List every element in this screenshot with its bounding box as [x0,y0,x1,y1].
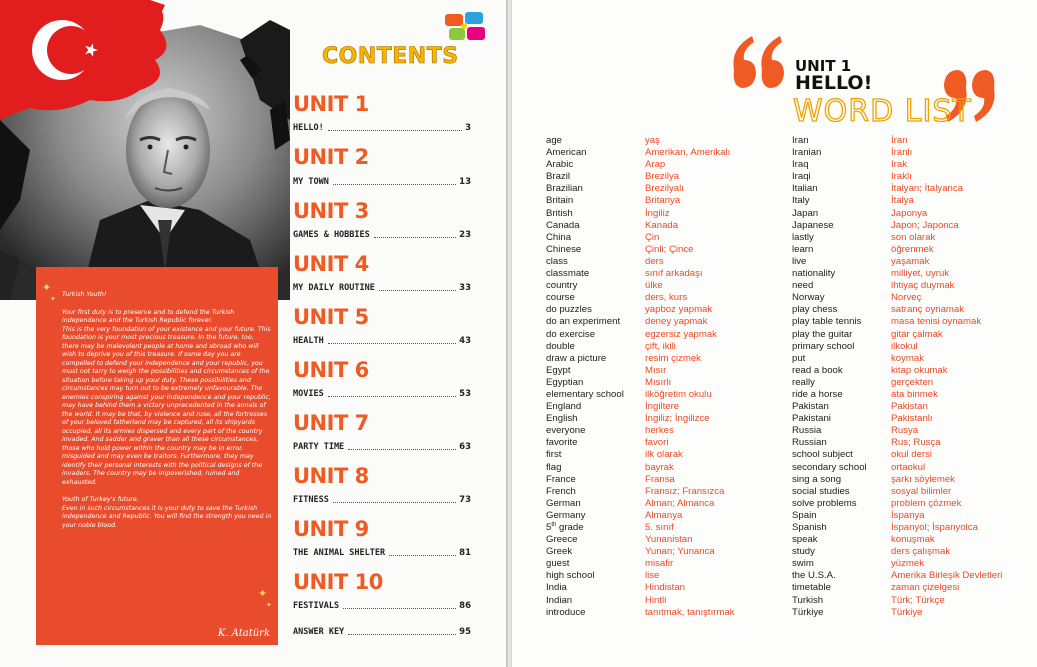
english-word: secondary school [792,461,867,473]
unit-heading: UNIT 1 [293,92,369,116]
english-word: 5th grade [546,521,584,533]
turkish-translation: problem çözmek [891,497,962,509]
turkish-translation: herkes [645,425,674,437]
english-word: Egyptian [546,376,584,388]
english-word: Britain [546,195,574,207]
turkish-translation: Pakistanlı [891,413,933,425]
turkish-translation: deney yapmak [645,316,708,328]
turkish-translation: Mısırlı [645,376,672,388]
turkish-translation: Rusya [891,425,919,437]
english-column-1 [546,135,624,619]
toc-entry-page: 81 [459,548,471,558]
english-word: England [546,401,582,413]
turkish-translation: Hintli [645,594,667,606]
toc-entry-title: MY DAILY ROUTINE [293,283,375,293]
sparkle-icon: ✦ [266,601,272,609]
english-word: live [792,255,807,267]
english-word: Russia [792,425,822,437]
turkish-translation: yaş [645,135,660,146]
turkish-translation: çift, ikili [645,340,676,352]
toc-entry-title: THE ANIMAL SHELTER [293,548,386,558]
english-word: put [792,352,806,364]
oath-paragraph: Your first duty is to preserve and to defend the Turkish independence and the Turkish Republic forever. [62,308,235,324]
english-word: really [792,376,815,388]
unit-heading: UNIT 9 [293,517,369,541]
toc-entry-title: FITNESS [293,495,329,505]
turkish-translation: Brezilya [645,171,680,183]
sparkle-icon: ✦ [258,587,268,600]
turkish-translation: ilköğretim okulu [645,388,712,400]
english-word: primary school [792,340,855,352]
english-word: Italian [792,183,818,195]
turkish-translation: Alman; Almanca [645,497,715,509]
turkish-translation: ilkokul [891,340,918,352]
toc-entry-title: PARTY TIME [293,442,345,452]
english-word: need [792,280,814,292]
turkish-translation: ata binmek [891,388,938,400]
turkish-translation: Mısır [645,364,667,376]
english-word: Iran [792,135,809,146]
turkish-translation: Amerikan, Amerikalı [645,147,731,159]
english-word: Brazilian [546,183,583,195]
english-word: Pakistan [792,401,829,413]
turkish-translation: satranç oynamak [891,304,965,316]
turkish-translation: yüzmek [891,558,925,570]
turkish-flag-image [0,0,175,125]
turkish-translation: Rus; Rusça [891,437,941,449]
turkish-translation: Yunanistan [645,534,693,546]
turkish-translation: Almanya [645,509,683,521]
english-word: Arabic [546,159,574,171]
english-word: course [546,292,575,304]
english-word: Chinese [546,243,582,255]
english-word: German [546,497,581,509]
turkish-translation: 5. sınıf [645,522,674,533]
english-word: Norway [792,292,825,304]
toc-entry-page: 3 [465,123,471,133]
turkish-translation: resim çizmek [645,352,701,364]
turkish-translation: son olarak [891,231,936,243]
turkish-translation: koymak [891,352,925,364]
toc-entry[interactable] [293,175,471,187]
turkish-translation: öğrenmek [891,243,934,255]
english-word: swim [792,558,814,570]
unit-heading: UNIT 6 [293,358,369,382]
english-word: guest [546,558,570,570]
turkish-translation: ihtiyaç duymak [891,280,955,292]
toc-entry[interactable] [293,599,471,611]
english-word: Spanish [792,522,827,533]
turkish-translation: İngiliz; İngilizce [645,413,710,425]
english-word: play chess [792,304,838,316]
turkish-translation: okul dersi [891,449,933,461]
english-word: social studies [792,485,850,497]
turkish-translation: misafir [645,558,674,570]
turkish-translation: İran [891,135,908,146]
turkish-translation: gerçekten [891,376,934,388]
english-word: age [546,135,563,146]
toc-entry[interactable] [293,334,471,346]
english-word: introduce [546,606,586,618]
turkish-translation: sosyal bilimler [891,485,952,497]
toc-entry-page: 13 [459,177,471,187]
english-word: Egypt [546,364,571,376]
turkish-translation: İspanyol; İspanyolca [891,522,978,533]
unit-heading: UNIT 3 [293,199,369,223]
english-word: Iraq [792,159,809,171]
english-word: Japan [792,207,819,219]
turkish-translation: İtalyan; İtalyanca [891,183,963,195]
english-word: Türkiye [792,606,824,618]
english-word: British [546,207,573,219]
english-word: country [546,280,578,292]
toc-entry-page: 63 [459,442,471,452]
english-word: classmate [546,268,590,280]
toc-entry-title: MY TOWN [293,177,329,187]
unit-heading: UNIT 8 [293,464,369,488]
english-word: do puzzles [546,304,592,316]
english-word: Greek [546,546,573,558]
unit-heading: UNIT 2 [293,145,369,169]
english-word: do exercise [546,328,596,340]
english-word: Pakistani [792,413,831,425]
english-word: flag [546,461,562,473]
english-word: do an experiment [546,316,621,328]
turkish-translation: Japon; Japonca [891,219,959,231]
english-column-2 [792,135,867,619]
english-word: Greece [546,534,578,546]
toc-entry-title: MOVIES [293,389,324,399]
english-word: high school [546,570,595,582]
toc-entry-title: HEALTH [293,336,324,346]
turkish-translation: Irak [891,159,907,171]
turkish-translation: tanıtmak, tanıştırmak [645,606,735,618]
unit-title: HELLO! [795,72,873,94]
turkish-translation: Fransa [645,473,675,485]
oath-paragraph: This is the very foundation of your existence and your future. This foundation is your most precious treasure. In the future, too, there may be malevolent people at home and abroad who will wish to deprive you of this treasure. If some day you are compelled to defend your independence and your republic, you must not tarry to weigh the possibilities and circumstances of the situation before taking up your duty. These possibilities and circumstances may turn out to be extremely unfavourable. The enemies conspiring against your independence and your republic, may have behind them a victory unprecedented in the annals of the world. It may be that, by violence and ruse, all the fortresses of your beloved fatherland may be captured, all its shipyards occupied, all its armies dispersed and every part of the country invaded. And sadder and graver than all these circumstances, those who hold power within the country may be in error, misguided and may even be traitors. Furthermore, they may identify their personal interests with the political designs of the invaders. The country may be impoverished, ruined and exhausted. [62,325,271,486]
toc-entry[interactable] [293,281,471,293]
turkish-translation: Çin [645,231,660,243]
sparkle-icon: ✦ [50,295,56,303]
english-word: play table tennis [792,316,862,328]
sparkle-icon: ✦ [42,281,52,294]
turkish-translation: Brezilyalı [645,183,684,195]
turkish-translation: masa tenisi oynamak [891,316,982,328]
turkish-translation: Çinli; Çince [645,243,694,255]
right-page [512,0,1037,667]
toc-entry[interactable] [293,121,471,133]
english-word: learn [792,243,814,255]
turkish-translation: Iraklı [891,171,912,183]
english-word: Spain [792,509,817,521]
turkish-translation: Arap [645,159,666,171]
turkish-translation: zaman çizelgesi [891,582,960,594]
english-word: study [792,546,815,558]
more-and-more-logo [443,10,487,44]
english-word: class [546,255,568,267]
turkish-translation: konuşmak [891,534,935,546]
toc-entry-page: 86 [459,601,471,611]
oath-paragraph: Even in such circumstances it is your duty to save the Turkish independence and Republic. You will find the strength you need in your noble blood. [62,504,272,529]
english-word: first [546,449,562,461]
english-word: Indian [546,594,573,606]
turkish-translation: İtalya [891,195,914,207]
unit-heading: UNIT 10 [293,570,383,594]
toc-entry-title: FESTIVALS [293,601,340,611]
turkish-column-1 [645,135,735,619]
english-word: school subject [792,449,853,461]
turkish-translation: Kanada [645,219,679,231]
oath-paragraph: Youth of Turkey's future, [62,496,139,503]
turkish-translation: ortaokul [891,461,926,473]
english-word: double [546,340,575,352]
turkish-translation: Türk; Türkçe [891,594,945,606]
english-word: play the guitar [792,328,853,340]
english-word: ride a horse [792,388,843,400]
turkish-translation: ülke [645,280,663,292]
english-word: solve problems [792,497,857,509]
turkish-translation: ders [645,255,664,267]
unit-heading: UNIT 7 [293,411,369,435]
toc-entry[interactable] [293,493,471,505]
english-word: India [546,582,567,594]
ataturk-signature: K. Atatürk [217,628,270,639]
unit-heading: UNIT 4 [293,252,369,276]
ataturk-address-to-youth-box [36,267,278,645]
toc-entry-title: HELLO! [293,123,324,133]
toc-entry[interactable] [293,387,471,399]
toc-entry-page: 95 [459,627,471,637]
english-word: favorite [546,437,578,449]
english-word: France [546,473,576,485]
english-word: Germany [546,509,586,521]
turkish-translation: favori [645,437,669,449]
turkish-translation: bayrak [645,461,674,473]
english-word: elementary school [546,388,624,400]
english-word: nationality [792,268,836,280]
turkish-translation: Yunan; Yunanca [645,546,715,558]
english-word: China [546,231,572,243]
turkish-translation: sınıf arkadaşı [645,268,703,280]
turkish-translation: İspanya [891,509,925,521]
english-word: Japanese [792,219,834,231]
turkish-translation: yapboz yapmak [645,304,713,316]
english-word: the U.S.A. [792,570,836,582]
turkish-translation: Fransız; Fransızca [645,485,725,497]
left-page [0,0,506,667]
turkish-translation: Japonya [891,207,928,219]
turkish-translation: Britanya [645,195,681,207]
english-word: Canada [546,219,580,231]
turkish-translation: ders, kurs [645,292,688,304]
english-word: read a book [792,364,843,376]
toc-entry[interactable] [293,228,471,240]
turkish-translation: Hindistan [645,582,685,594]
turkish-translation: İngiltere [645,401,680,413]
toc-entry-title: ANSWER KEY [293,627,345,637]
turkish-translation: ders çalışmak [891,546,951,558]
word-list-title: WORD LIST [793,94,972,129]
english-word: French [546,485,576,497]
english-word: everyone [546,425,586,437]
unit-label: UNIT 1 [795,57,852,75]
turkish-translation: şarkı söylemek [891,473,955,485]
turkish-column-2 [891,135,1002,619]
turkish-translation: Pakistan [891,401,928,413]
turkish-translation: lise [645,570,660,582]
turkish-translation: ilk olarak [645,449,683,461]
english-word: draw a picture [546,352,607,364]
english-word: Italy [792,195,810,207]
turkish-translation: İranlı [891,147,913,159]
toc-entry-page: 43 [459,336,471,346]
english-word: speak [792,534,818,546]
turkish-translation: milliyet, uyruk [891,268,950,280]
english-word: sing a song [792,473,842,485]
contents-title: CONTENTS [322,44,459,69]
turkish-translation: kitap okumak [891,364,948,376]
toc-entry-page: 23 [459,230,471,240]
unit-heading: UNIT 5 [293,305,369,329]
turkish-translation: Türkiye [891,606,923,618]
english-word: Russian [792,437,827,449]
turkish-translation: gitar çalmak [891,328,943,340]
english-word: Iraqi [792,171,811,183]
open-quote-icon [726,30,788,94]
english-word: Iranian [792,147,822,159]
toc-entry[interactable] [293,546,471,558]
english-word: timetable [792,582,831,594]
toc-entry-page: 33 [459,283,471,293]
turkish-translation: Norveç [891,292,922,304]
turkish-translation: Amerika Birleşik Devletleri [891,570,1003,582]
toc-entry-page: 53 [459,389,471,399]
toc-entry-title: GAMES & HOBBIES [293,230,370,240]
english-word: English [546,413,578,425]
turkish-translation: egzersiz yapmak [645,328,717,340]
toc-entry-answer-key[interactable] [293,625,471,637]
turkish-translation: yaşamak [891,255,930,267]
english-word: American [546,147,587,159]
english-word: lastly [792,231,814,243]
english-word: Turkish [792,594,824,606]
english-word: Brazil [546,171,570,183]
oath-title: Turkish Youth! [62,291,107,298]
toc-entry[interactable] [293,440,471,452]
toc-entry-page: 73 [459,495,471,505]
turkish-translation: İngiliz [645,207,670,219]
